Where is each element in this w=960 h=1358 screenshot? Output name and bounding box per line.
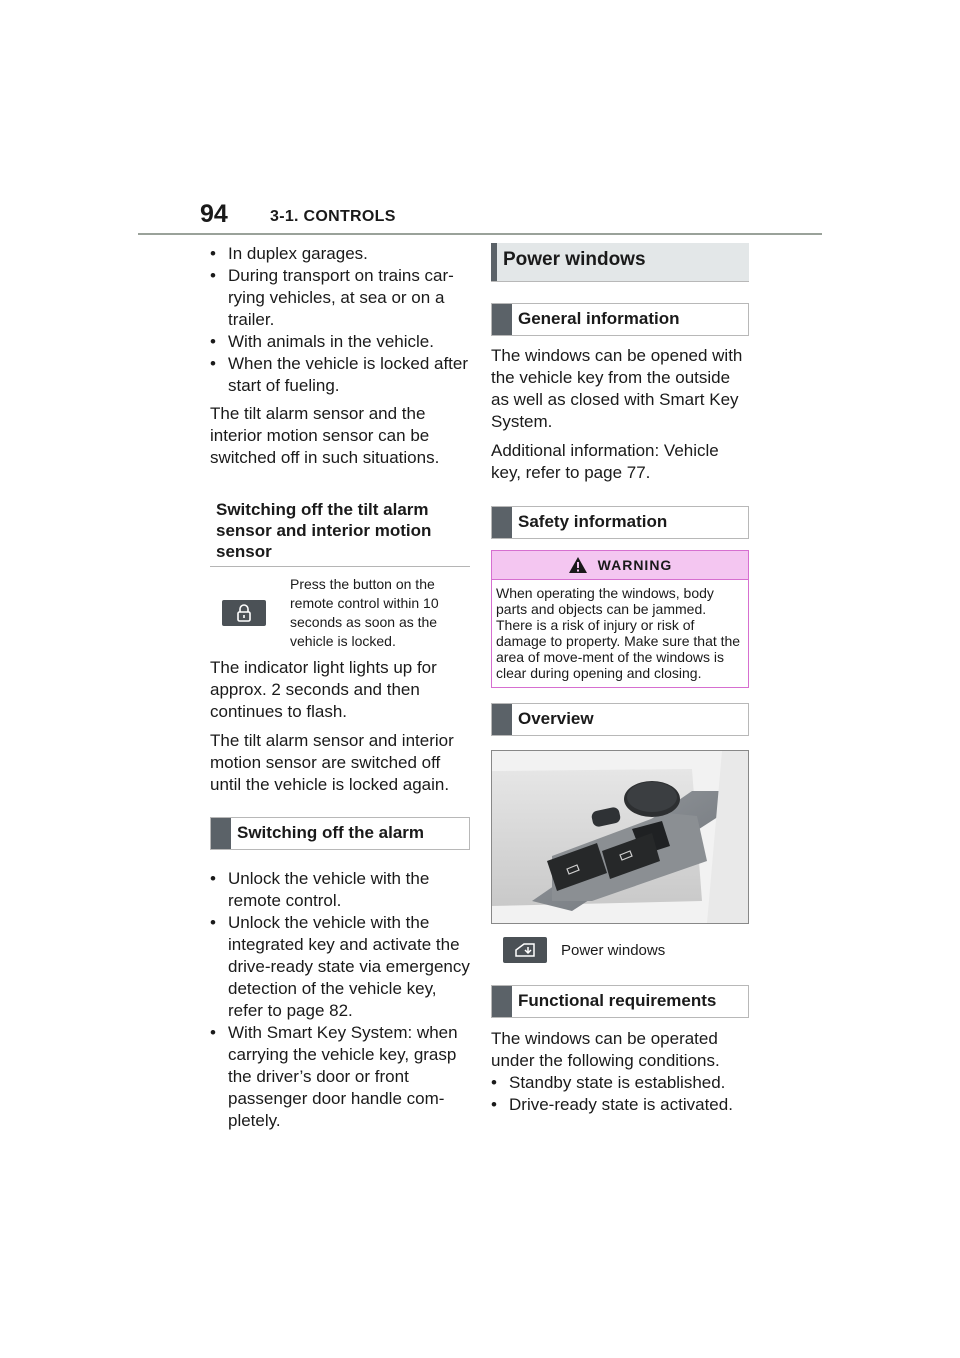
paragraph-general-1: The windows can be opened with the vehicle key from the outside as well as closed with Smart Key System. <box>491 346 743 431</box>
heading-power-windows <box>491 243 749 282</box>
power-window-switch-photo <box>491 750 749 924</box>
heading-bar <box>211 818 231 849</box>
list-item: • When the vehicle is locked after start of fueling. <box>210 353 470 397</box>
warning-triangle-icon <box>568 556 588 574</box>
paragraph-tilt-sensor: The tilt alarm sensor and the interior motion sensor can be switched off in such situations. <box>210 404 440 467</box>
heading-bar <box>492 704 512 735</box>
warning-title: WARNING <box>597 557 673 573</box>
heading-general-information <box>491 303 749 336</box>
list-item: • Unlock the vehicle with the integrated key and activate the drive-ready state via emergency detection of the vehicle key, refer to page 82. <box>210 912 470 1022</box>
heading-bar <box>492 986 512 1017</box>
warning-text: When operating the windows, body parts and objects can be jammed. There is a risk of injury or risk of damage to property. Make sure that the area of move-ment of the windows is clear during opening and closing. <box>496 585 741 681</box>
heading-overview <box>491 703 749 736</box>
warning-header <box>492 551 748 580</box>
heading-switch-off-alarm <box>210 817 470 850</box>
heading-text: Functional requirements <box>518 991 717 1010</box>
lock-caption: Press the button on the remote control within 10 seconds as soon as the vehicle is locked. <box>290 576 439 649</box>
lock-instruction-row <box>210 575 470 651</box>
warning-box <box>491 550 749 688</box>
paragraph-general-2: Additional information: Vehicle key, refer to page 77. <box>491 441 719 482</box>
heading-text: Switching off the alarm <box>237 823 425 842</box>
right-column <box>491 243 749 1116</box>
header-rule <box>138 233 822 235</box>
heading-text: Overview <box>518 709 594 728</box>
heading-bar <box>492 507 512 538</box>
list-item: • Drive-ready state is activated. <box>491 1094 749 1116</box>
power-window-caption: Power windows <box>561 941 666 959</box>
heading-safety-information <box>491 506 749 539</box>
power-window-legend <box>491 937 749 963</box>
paragraph-functional: The windows can be operated under the following conditions. <box>491 1029 720 1070</box>
heading-switch-off-sensor: Switching off the tilt alarm sensor and interior motion sensor <box>210 493 470 567</box>
heading-text: Safety information <box>518 512 668 531</box>
paragraph-switched-off: The tilt alarm sensor and interior motion sensor are switched off until the vehicle is locked again. <box>210 731 454 794</box>
bullet-list-top <box>210 243 470 397</box>
section-title: 3-1. CONTROLS <box>270 208 396 225</box>
list-item: • In duplex garages. <box>210 243 470 265</box>
heading-bar <box>492 304 512 335</box>
bullet-list-functional <box>491 1072 749 1116</box>
list-item: • Unlock the vehicle with the remote control. <box>210 868 470 912</box>
heading-text: Power windows <box>503 249 646 270</box>
list-item: • Standby state is established. <box>491 1072 749 1094</box>
page-number: 94 <box>200 200 228 228</box>
heading-text: General information <box>518 309 680 328</box>
lock-icon <box>222 600 266 626</box>
power-window-icon <box>503 937 547 963</box>
list-item: • During transport on trains car-rying vehicles, at sea or on a trailer. <box>210 265 470 331</box>
heading-functional-requirements <box>491 985 749 1018</box>
left-column <box>210 243 470 1132</box>
list-item: • With animals in the vehicle. <box>210 331 470 353</box>
list-item: • With Smart Key System: when carrying the vehicle key, grasp the driver’s door or front passenger door handle com-pletely. <box>210 1022 470 1132</box>
bullet-list-bottom <box>210 868 470 1132</box>
paragraph-indicator: The indicator light lights up for approx. 2 seconds and then continues to flash. <box>210 658 437 721</box>
